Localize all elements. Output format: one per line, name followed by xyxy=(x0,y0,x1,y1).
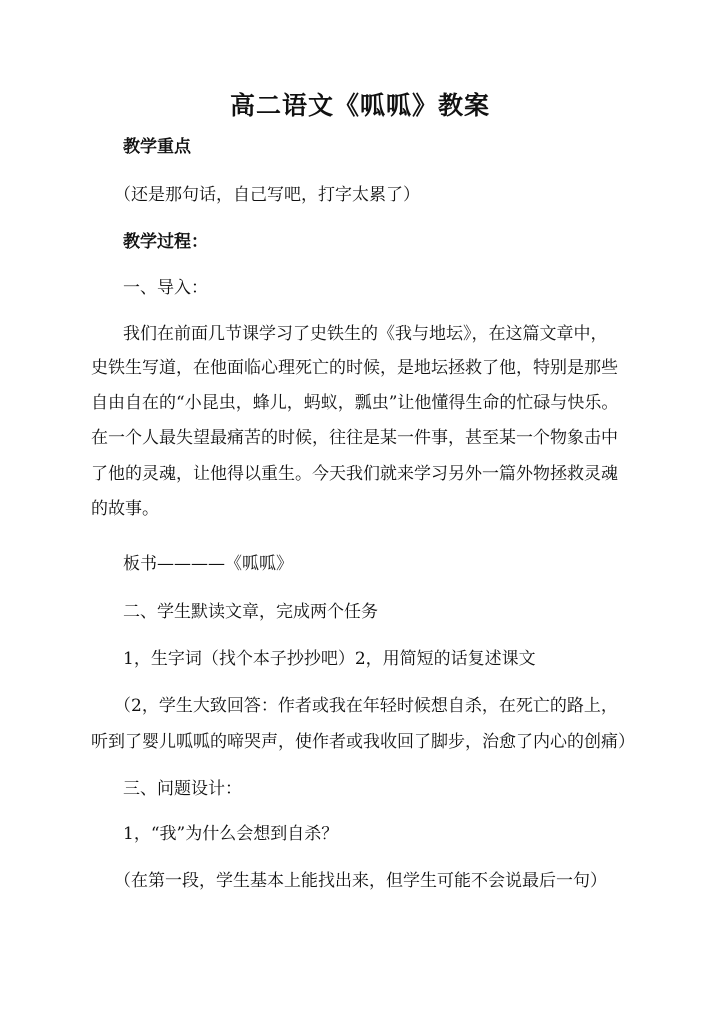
paragraph-line: 自由自在的“小昆虫，蜂儿，蚂蚁，瓢虫”让他懂得生命的忙碌与快乐。 xyxy=(91,393,619,413)
paragraph-answer-note: （在第一段，学生基本上能找出来，但学生可能不会说最后一句） xyxy=(114,871,607,891)
document-title: 高二语文《呱呱》教案 xyxy=(229,91,490,120)
paragraph-line: 史铁生写道，在他面临心理死亡的时候，是地坛拯救了他，特别是那些 xyxy=(91,358,618,378)
paragraph-line: 我们在前面几节课学习了史铁生的《我与地坛》，在这篇文章中， xyxy=(123,324,608,344)
paragraph-note: （还是那句话，自己写吧，打字太累了） xyxy=(114,185,420,205)
paragraph-question: 1，“我”为什么会想到自杀？ xyxy=(123,824,339,844)
subheading-introduction: 一、导入： xyxy=(123,278,208,298)
paragraph-blackboard: 板书————《呱呱》 xyxy=(123,554,293,574)
subheading-silent-reading: 二、学生默读文章，完成两个任务 xyxy=(123,602,378,622)
paragraph-line: 听到了婴儿呱呱的啼哭声，使作者或我收回了脚步，治愈了内心的创痛） xyxy=(91,732,635,752)
section-heading-process: 教学过程： xyxy=(123,232,208,252)
paragraph-line: 在一个人最失望最痛苦的时候，往往是某一件事，甚至某一个物象击中 xyxy=(91,428,618,448)
paragraph-line: 的故事。 xyxy=(91,499,159,519)
paragraph-line: （2，学生大致回答：作者或我在年轻时候想自杀，在死亡的路上， xyxy=(114,696,618,716)
section-heading-key-points: 教学重点 xyxy=(123,137,191,157)
paragraph-line: 了他的灵魂，让他得以重生。今天我们就来学习另外一篇外物拯救灵魂 xyxy=(91,464,618,484)
subheading-question-design: 三、问题设计： xyxy=(123,779,242,799)
paragraph-tasks: 1，生字词（找个本子抄抄吧）2，用简短的话复述课文 xyxy=(123,649,536,669)
